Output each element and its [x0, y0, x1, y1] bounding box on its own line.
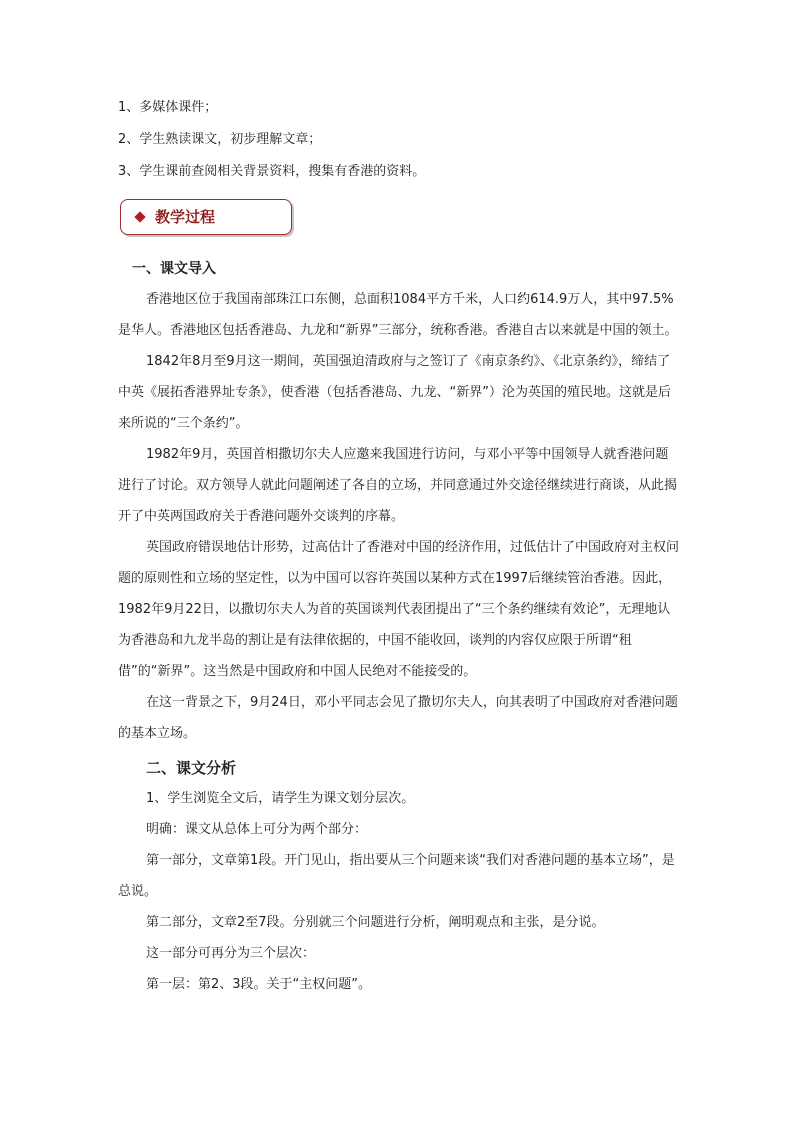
lesson-content — [118, 254, 680, 1000]
text-line: 1、学生浏览全文后，请学生为课文划分层次。 — [146, 791, 415, 806]
preparation-list — [118, 98, 688, 194]
part-heading: 一、课文导入 — [132, 261, 216, 277]
paragraph: 1842年8月至9月这一期间，英国强迫清政府与之签订了《南京条约》、《北京条约》，缔结了中英《展拓香港界址专条》，使香港（包括香港岛、九龙、“新界”）沦为英国的殖民地。这就是后来所说的“三个条约”。 — [118, 354, 671, 431]
paragraph: 在这一背景之下，9月24日，邓小平同志会见了撒切尔夫人，向其表明了中国政府对香港问题的基本立场。 — [118, 695, 678, 741]
paragraph: 香港地区位于我国南部珠江口东侧，总面积1084平方千米，人口约614.9万人，其中97.5%是华人。香港地区包括香港岛、九龙和“新界”三部分，统称香港。香港自古以来就是中国的领土。 — [118, 292, 678, 338]
section-title: 教学过程 — [155, 208, 216, 226]
text-line: 第一层：第2、3段。关于“主权问题”。 — [146, 977, 372, 992]
paragraph: 英国政府错误地估计形势，过高估计了香港对中国的经济作用，过低估计了中国政府对主权问题的原则性和立场的坚定性，以为中国可以容许英国以某种方式在1997后继续管治香港。因此，1982年9月22日，以撒切尔夫人为首的英国谈判代表团提出了“三个条约继续有效论”，无理地认为香港岛和九龙半岛的割让是有法律依据的，中国不能收回，谈判的内容仅应限于所谓“租借”的“新界”。这当然是中国政府和中国人民绝对不能接受的。 — [118, 540, 680, 679]
section-title-box — [120, 199, 292, 235]
paragraph: 1982年9月，英国首相撒切尔夫人应邀来我国进行访问，与邓小平等中国领导人就香港问题进行了讨论。双方领导人就此问题阐述了各自的立场，并同意通过外交途径继续进行商谈，从此揭开了中英两国政府关于香港问题外交谈判的序幕。 — [118, 447, 678, 524]
prep-item: 1、多媒体课件； — [118, 100, 218, 115]
text-line: 这一部分可再分为三个层次： — [146, 946, 316, 961]
part-heading: 二、课文分析 — [146, 759, 237, 777]
prep-item: 2、学生熟读课文，初步理解文章； — [118, 132, 322, 147]
text-line: 第二部分，文章2至7段。分别就三个问题进行分析，阐明观点和主张，是分说。 — [146, 915, 605, 930]
paragraph: 第一部分，文章第1段。开门见山，指出要从三个问题来谈“我们对香港问题的基本立场”，是总说。 — [118, 853, 675, 899]
prep-item: 3、学生课前查阅相关背景资料，搜集有香港的资料。 — [118, 164, 426, 179]
diamond-bullet-icon — [134, 211, 145, 222]
text-line: 明确：课文从总体上可分为两个部分： — [146, 822, 368, 837]
